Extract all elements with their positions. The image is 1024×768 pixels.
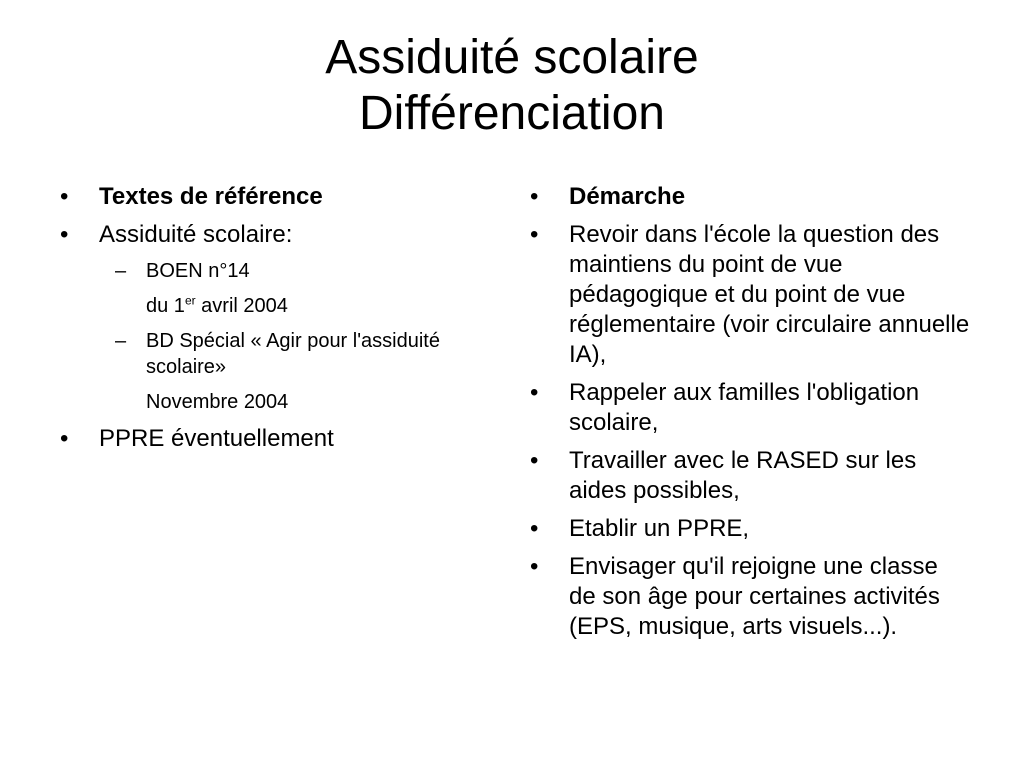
bullet-icon: • xyxy=(530,553,539,580)
bullet-icon: • xyxy=(530,515,539,542)
list-item-text: Rappeler aux familles l'obligation scolaire, xyxy=(569,379,920,436)
dash-icon: – xyxy=(115,330,127,352)
list-item xyxy=(530,378,970,438)
bullet-icon: • xyxy=(530,221,539,248)
list-item xyxy=(530,220,970,370)
list-item-text: Travailler avec le RASED sur les aides possibles, xyxy=(569,447,917,504)
bullet-icon: • xyxy=(530,447,539,474)
list-item-demarche-heading xyxy=(530,182,970,212)
sub-item-bd-special xyxy=(60,328,460,380)
boen-label: BOEN n°14 xyxy=(146,260,250,282)
bullet-icon: • xyxy=(530,183,539,210)
references-heading: Textes de référence xyxy=(99,183,323,210)
sub-item-boen xyxy=(60,258,460,284)
slide-title xyxy=(0,30,1024,142)
boen-date-sup: er xyxy=(184,293,196,308)
list-item-assiduite xyxy=(60,220,460,250)
sub-item-boen-date xyxy=(60,293,460,319)
assiduite-label: Assiduité scolaire: xyxy=(99,221,293,248)
bd-date-label: Novembre 2004 xyxy=(146,391,289,413)
list-item-text: Envisager qu'il rejoigne une classe de son âge pour certaines activités (EPS, musique, arts visuels...). xyxy=(569,553,940,640)
title-line-1: Assiduité scolaire xyxy=(325,31,699,84)
ppre-label: PPRE éventuellement xyxy=(99,425,334,452)
dash-icon: – xyxy=(115,260,127,282)
bullet-icon: • xyxy=(530,379,539,406)
list-item-text: Etablir un PPRE, xyxy=(569,515,750,542)
demarche-heading: Démarche xyxy=(569,183,686,210)
list-item-references-heading xyxy=(60,182,460,212)
boen-date-post: avril 2004 xyxy=(195,295,288,317)
left-column xyxy=(60,182,460,462)
bullet-icon: • xyxy=(60,183,69,210)
bd-special-label: BD Spécial « Agir pour l'assiduité scolaire» xyxy=(146,330,440,378)
bullet-icon: • xyxy=(60,425,69,452)
boen-date-pre: du 1 xyxy=(146,295,185,317)
list-item-text: Revoir dans l'école la question des maintiens du point de vue pédagogique et du point de vue réglementaire (voir circulaire annuelle IA), xyxy=(569,221,970,368)
right-column xyxy=(530,182,970,650)
list-item-ppre xyxy=(60,424,460,454)
title-line-2: Différenciation xyxy=(359,87,665,140)
bullet-icon: • xyxy=(60,221,69,248)
list-item xyxy=(530,514,970,544)
sub-item-bd-date xyxy=(60,389,460,415)
list-item xyxy=(530,552,970,642)
list-item xyxy=(530,446,970,506)
